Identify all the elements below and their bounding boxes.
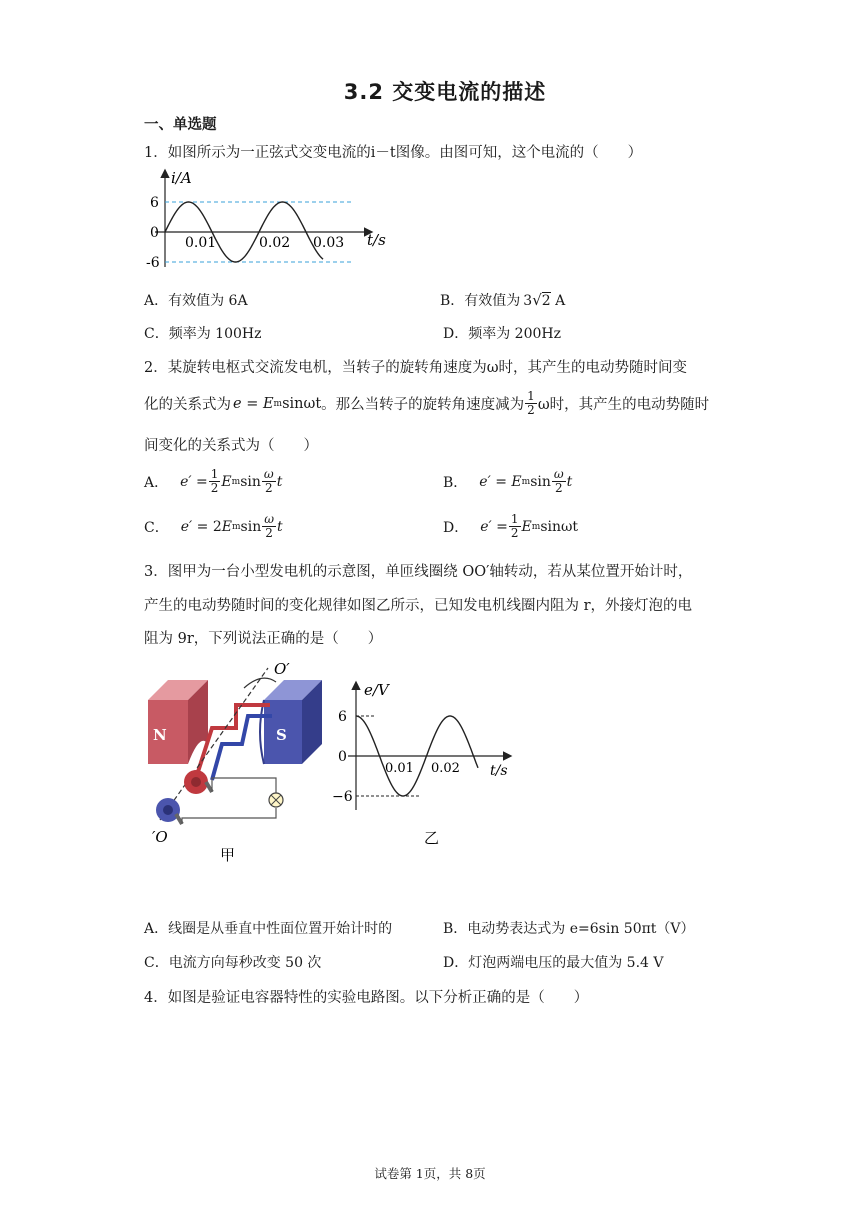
q3-option-c: C．电流方向每秒改变 50 次 xyxy=(144,955,322,971)
q3-option-b: B．电动势表达式为 e=6sin 50πt（V） xyxy=(443,921,695,937)
q3-graph xyxy=(328,675,528,855)
caption-yi: 乙 xyxy=(424,829,440,847)
n-label: N xyxy=(153,726,167,744)
q2-option-b: B． e′ = E m sin $\frac{\omega}{2}$ t xyxy=(443,467,573,495)
q2-option-c: C． e′ = 2 E m sin $\frac{\omega}{2}$ t xyxy=(144,512,283,540)
brush-1 xyxy=(206,782,212,792)
wire-bottom xyxy=(182,808,276,824)
q3-ylabel: e/V xyxy=(364,681,389,699)
q3-line2: 产生的电动势随时间的变化规律如图乙所示，已知发电机线圈内阻为 r，外接灯泡的电 xyxy=(144,598,693,614)
coil-blue xyxy=(212,716,272,780)
q2-option-d: D． e′ = $\frac{1}{2}$ E m sinωt xyxy=(443,512,579,540)
q1-tick-y-0: 0 xyxy=(150,225,159,241)
page-title: 3.2 交变电流的描述 xyxy=(343,80,547,104)
q1-xlabel: t/s xyxy=(367,231,386,249)
o-prime-top: O′ xyxy=(274,660,290,678)
q1-option-a: A．有效值为 6A xyxy=(144,293,248,309)
q1-tick-y-neg6: -6 xyxy=(146,255,160,271)
q2-option-a: A． e′ = $\frac{1}{2}$ E m sin $\frac{\omega}{2}$ t xyxy=(144,467,283,495)
q1-tick-y-6: 6 xyxy=(150,195,159,211)
q1-option-c: C．频率为 100Hz xyxy=(144,326,262,342)
q2-line1: 2．某旋转电枢式交流发电机，当转子的旋转角速度为ω时，其产生的电动势随时间变 xyxy=(144,360,688,376)
q3-option-d: D．灯泡两端电压的最大值为 5.4 V xyxy=(443,955,664,971)
brush-2 xyxy=(176,814,182,824)
q3-tick-y-0: 0 xyxy=(338,749,347,765)
q3-tick-y-6: 6 xyxy=(338,709,347,725)
q2-line3: 间变化的关系式为（ ） xyxy=(144,438,318,454)
q3-tick-x-001: 0.01 xyxy=(385,761,414,776)
q3-xlabel: t/s xyxy=(490,763,508,779)
caption-jia: 甲 xyxy=(220,846,236,864)
q1-graph xyxy=(145,165,395,275)
q4-stem: 4．如图是验证电容器特性的实验电路图。以下分析正确的是（ ） xyxy=(144,990,589,1006)
q1-tick-x-003: 0.03 xyxy=(313,235,345,251)
q3-option-a: A．线圈是从垂直中性面位置开始计时的 xyxy=(144,921,393,937)
wire-top xyxy=(212,778,276,800)
q3-tick-x-002: 0.02 xyxy=(431,761,460,776)
q1-tick-x-002: 0.02 xyxy=(259,235,291,251)
q1-option-b: B．有效值为 3√2 A xyxy=(440,291,566,309)
q1-tick-x-001: 0.01 xyxy=(185,235,217,251)
section-heading: 一、单选题 xyxy=(144,117,217,133)
q1-stem: 1．如图所示为一正弦式交变电流的i－t图像。由图可知，这个电流的（ ） xyxy=(144,145,643,161)
q3-line3: 阻为 9r，下列说法正确的是（ ） xyxy=(144,631,383,647)
s-label: S xyxy=(276,726,287,744)
generator-figure xyxy=(140,660,340,870)
q2-line2: 化的关系式为 e = E m sinωt 。那么当转子的旋转角速度减为 $\frac{1}{2}$ ω时，其产生的电动势随时 xyxy=(144,389,710,417)
q1-option-d: D．频率为 200Hz xyxy=(443,326,561,342)
q3-line1: 3．图甲为一台小型发电机的示意图，单匝线圈绕 OO′轴转动，若从某位置开始计时， xyxy=(144,564,693,580)
q1-ylabel: i/A xyxy=(171,169,192,187)
page-footer: 试卷第 1页，共 8页 xyxy=(374,1166,486,1181)
o-label-bottom: ′O xyxy=(152,828,168,846)
q3-tick-y-neg6: −6 xyxy=(332,789,353,805)
